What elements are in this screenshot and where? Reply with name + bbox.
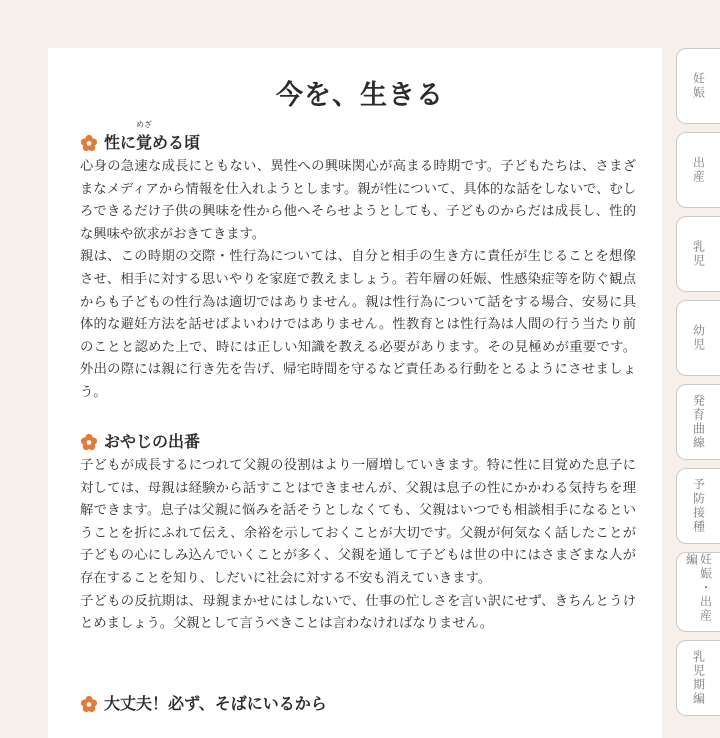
- heading-text: 大丈夫！必ず、そばにいるから: [104, 694, 327, 713]
- tab-label: 発育曲線: [691, 394, 706, 450]
- paragraph: 子どもの反抗期は、母親まかせにはしないで、仕事の忙しさを言い訳にせず、きちんとうけとめましょう。父親として言うべきことは言わなければなりません。: [80, 593, 636, 632]
- paragraph: 子どもが成長するにつれて父親の役割はより一層増していきます。特に性に目覚めた息子に対しては、母親は経験から話すことはできませんが、父親は息子の性にかかわる気持ちを理解できます。息子は父親に悩みを話そうとしなくても、父親はいつでも相談相手になるということを折にふれて伝え、余裕を示しておくことが大切です。父親が何気なく話したことが子どもの心にしみ込んでいくことが多く、父親を通して子どもは世の中にはさまざまな人が存在することを知り、しだいに社会に対する不安も消えていきます。: [80, 458, 636, 586]
- section-heading: [80, 430, 636, 454]
- tab-label: 予防接種: [691, 478, 706, 534]
- tab-toddler[interactable]: [676, 300, 720, 376]
- section-heading: [80, 120, 636, 155]
- section-awakening: [80, 120, 636, 405]
- heading-text-pre: 性に: [104, 133, 137, 152]
- flower-icon: [80, 134, 98, 152]
- tab-label: 乳児: [691, 240, 706, 268]
- section-father-role: [80, 430, 636, 636]
- heading-text-post: める頃: [152, 133, 201, 152]
- tab-infancy-edition[interactable]: [676, 640, 720, 716]
- tab-birth[interactable]: [676, 132, 720, 208]
- section-always-there: [80, 692, 636, 717]
- tab-label: 妊娠: [691, 72, 706, 100]
- tab-label: 乳児期編: [691, 650, 706, 706]
- tab-pregnancy[interactable]: [676, 48, 720, 124]
- ruby-base: 覚: [136, 133, 153, 152]
- tab-growth-curve[interactable]: [676, 384, 720, 460]
- heading-text: おやじの出番: [104, 432, 201, 451]
- section-heading: [80, 692, 636, 716]
- ruby-reading: めざ: [136, 120, 153, 129]
- flower-icon: [80, 433, 98, 451]
- page-title: 今を、生きる: [276, 80, 444, 111]
- paragraph: 心身の急速な成長にともない、異性への興味関心が高まる時期です。子どもたちは、さまざまなメディアから情報を仕入れようとします。親が性について、具体的な話をしないで、むしろできるだけ子供の興味を性から他へそらせようとしても、子どものからだは成長し、性的な興味や欲求がおきてきます。: [80, 159, 636, 242]
- tab-label: 出産: [691, 156, 706, 184]
- tab-label: 幼児: [691, 324, 706, 352]
- flower-icon: [80, 695, 98, 713]
- tab-vaccination[interactable]: [676, 468, 720, 544]
- paragraph: 親は、この時期の交際・性行為については、自分と相手の生き方に責任が生じることを想像させ、相手に対する思いやりを家庭で教えましょう。若年層の妊娠、性感染症等を防ぐ観点からも子どもの性行為は適切ではありません。親は性行為について話をする場合、安易に具体的な避妊方法を話せばよいわけではありません。性教育とは性行為は人間の行う当たり前のことと認めた上で、時には正しい知識を教える必要があります。その見極めが重要です。外出の際には親に行き先を告げ、帰宅時間を守るなど責任ある行動をとるようにさせましょう。: [80, 249, 636, 400]
- tab-infant[interactable]: [676, 216, 720, 292]
- ruby-word: [136, 120, 153, 155]
- tab-pregnancy-birth-edition[interactable]: [676, 552, 720, 632]
- tab-label: 妊娠・出産編: [684, 553, 713, 623]
